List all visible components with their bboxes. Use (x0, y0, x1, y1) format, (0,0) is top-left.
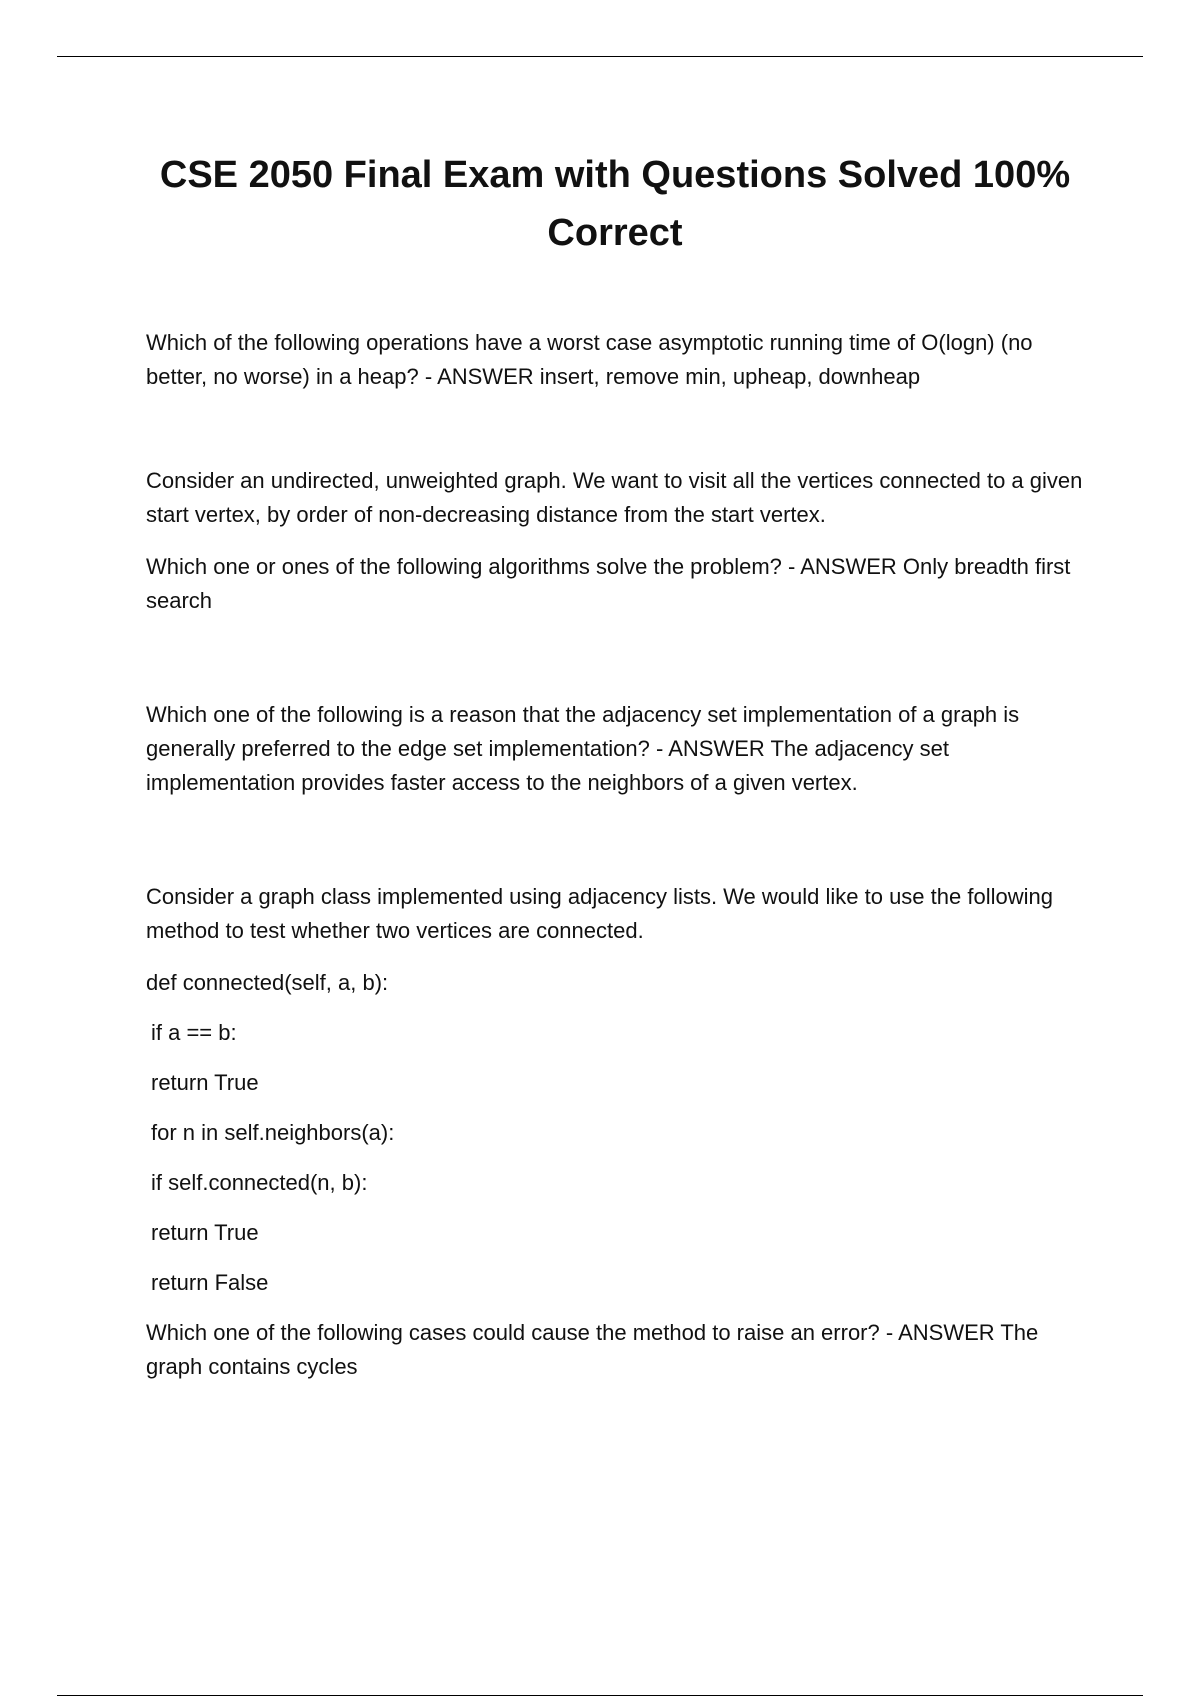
code-line: return True (151, 1070, 259, 1095)
question-2-context: Consider an undirected, unweighted graph. We want to visit all the vertices connected to a given start vertex, by order of non-decreasing distance from the start vertex. (146, 468, 1083, 527)
code-line: return False (151, 1270, 269, 1295)
qa-item-2 (146, 464, 1096, 618)
question-2-text: Which one or ones of the following algorithms solve the problem? - ANSWER Only breadth first search (146, 554, 1071, 613)
code-line: if self.connected(n, b): (151, 1170, 368, 1195)
document-body (146, 326, 1096, 1384)
qa-item-3 (146, 698, 1096, 800)
code-line: for n in self.neighbors(a): (151, 1120, 395, 1145)
code-line: if a == b: (151, 1020, 237, 1045)
footer-rule (57, 1695, 1143, 1696)
code-line: return True (151, 1220, 259, 1245)
header-rule (57, 56, 1143, 57)
qa-item-4 (146, 880, 1096, 1384)
question-1-text: Which of the following operations have a worst case asymptotic running time of O(logn) (no better, no worse) in a heap? - ANSWER insert, remove min, upheap, downheap (146, 330, 1033, 389)
document-title: CSE 2050 Final Exam with Questions Solved 100% Correct (159, 154, 1071, 254)
question-4-intro: Consider a graph class implemented using adjacency lists. We would like to use the following method to test whether two vertices are connected. (146, 884, 1053, 943)
qa-item-1 (146, 326, 1096, 394)
question-4-text: Which one of the following cases could cause the method to raise an error? - ANSWER The graph contains cycles (146, 1320, 1039, 1379)
question-3-text: Which one of the following is a reason that the adjacency set implementation of a graph is generally preferred to the edge set implementation? - ANSWER The adjacency set implementation provides faster access to the neighbors of a given vertex. (146, 702, 1020, 795)
code-header: def connected(self, a, b): (146, 970, 389, 995)
